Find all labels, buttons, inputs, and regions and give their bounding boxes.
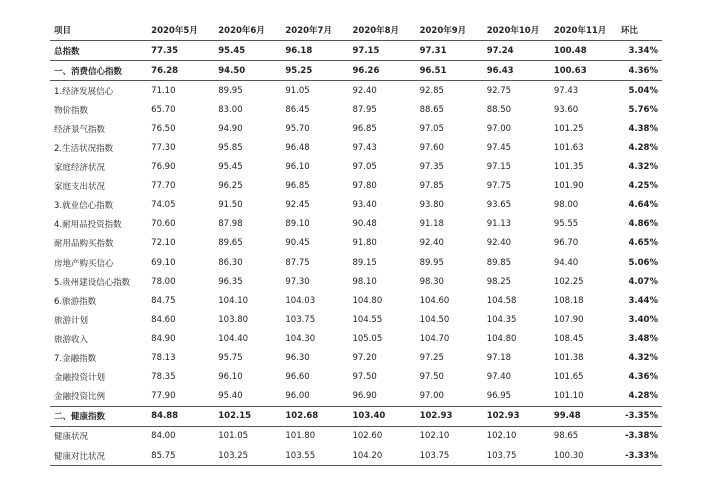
value-cell: 104.55 — [352, 314, 383, 325]
value-cell: 83.00 — [218, 104, 243, 115]
value-cell: 101.63 — [553, 143, 584, 154]
value-cell: 104.35 — [486, 314, 517, 325]
mom-cell: 4.86% — [628, 219, 658, 230]
table-row — [50, 41, 662, 61]
mom-cell: 4.36% — [628, 372, 658, 383]
row-label: 金融投资计划 — [54, 373, 106, 384]
value-cell: 96.30 — [285, 353, 310, 364]
value-cell: 97.75 — [486, 181, 512, 192]
mom-cell: -3.38% — [624, 431, 658, 442]
value-cell: 86.45 — [285, 104, 310, 115]
value-cell: 102.93 — [483, 406, 550, 426]
value-cell: 87.95 — [352, 104, 377, 115]
index-table-container — [50, 20, 662, 466]
value-cell: 104.40 — [218, 333, 249, 344]
mom-cell: 4.28% — [628, 391, 658, 402]
value-cell: 97.20 — [352, 353, 377, 364]
value-cell: 97.18 — [486, 353, 512, 364]
value-cell: 96.43 — [483, 61, 550, 81]
value-cell: 103.55 — [281, 446, 348, 466]
value-cell: 95.85 — [218, 143, 243, 154]
value-cell: 102.25 — [553, 276, 584, 287]
value-cell: 91.05 — [285, 85, 310, 96]
header-mom: 环比 — [617, 20, 662, 41]
value-cell: 102.10 — [486, 431, 517, 442]
mom-cell: 3.48% — [628, 333, 658, 344]
value-cell: 104.60 — [419, 295, 450, 306]
value-cell: 84.60 — [151, 314, 176, 325]
value-cell: 95.45 — [218, 162, 243, 173]
value-cell: 101.90 — [553, 181, 584, 192]
mom-cell: 4.28% — [628, 143, 658, 154]
table-row — [50, 253, 662, 272]
value-cell: 103.40 — [348, 406, 415, 426]
value-cell: 102.15 — [214, 406, 281, 426]
table-body — [50, 41, 662, 466]
value-cell: 92.40 — [419, 238, 444, 249]
value-cell: 97.80 — [352, 181, 377, 192]
mom-cell: 4.38% — [628, 123, 658, 134]
value-cell: 97.05 — [419, 123, 444, 134]
value-cell: 97.31 — [416, 41, 483, 61]
value-cell: 96.60 — [285, 372, 310, 383]
value-cell: 88.50 — [486, 104, 512, 115]
value-cell: 84.88 — [147, 406, 214, 426]
value-cell: 84.90 — [151, 333, 176, 344]
value-cell: 90.45 — [285, 238, 310, 249]
value-cell: 98.65 — [553, 431, 579, 442]
row-label: 经济景气指数 — [54, 124, 106, 135]
value-cell: 102.68 — [281, 406, 348, 426]
value-cell: 105.05 — [352, 333, 383, 344]
value-cell: 92.40 — [352, 85, 377, 96]
row-label: 房地产购买信心 — [54, 258, 114, 269]
value-cell: 97.43 — [352, 143, 377, 154]
value-cell: 78.00 — [151, 276, 176, 287]
value-cell: 86.30 — [218, 257, 243, 268]
table-row — [50, 426, 662, 446]
value-cell: 71.10 — [151, 85, 176, 96]
table-row — [50, 177, 662, 196]
table-row — [50, 234, 662, 253]
value-cell: 89.10 — [285, 219, 310, 230]
value-cell: 98.00 — [553, 200, 579, 211]
row-label: 健康对比状况 — [50, 446, 147, 466]
value-cell: 97.45 — [486, 143, 512, 154]
value-cell: 93.65 — [486, 200, 512, 211]
value-cell: 96.90 — [352, 391, 377, 402]
value-cell: 65.70 — [151, 104, 176, 115]
value-cell: 95.75 — [218, 353, 243, 364]
value-cell: 87.75 — [285, 257, 310, 268]
row-label: 7.金融指数 — [54, 354, 97, 365]
table-row — [50, 196, 662, 215]
table-row — [50, 406, 662, 426]
value-cell: 96.10 — [285, 162, 310, 173]
value-cell: 103.75 — [285, 314, 316, 325]
value-cell: 94.50 — [214, 61, 281, 81]
mom-cell: 5.76% — [628, 104, 658, 115]
table-row — [50, 81, 662, 101]
value-cell: 97.50 — [352, 372, 377, 383]
mom-cell: 4.32% — [628, 353, 658, 364]
row-label: 1.经济发展信心 — [54, 86, 114, 97]
table-row — [50, 61, 662, 81]
table-row — [50, 349, 662, 368]
row-label: 家庭经济状况 — [54, 163, 106, 174]
consumer-confidence-table — [50, 20, 662, 466]
value-cell: 91.50 — [218, 200, 243, 211]
value-cell: 96.85 — [285, 181, 310, 192]
value-cell: 95.55 — [553, 219, 579, 230]
value-cell: 96.25 — [218, 181, 243, 192]
value-cell: 92.45 — [285, 200, 310, 211]
value-cell: 103.75 — [416, 446, 483, 466]
value-cell: 89.95 — [218, 85, 243, 96]
value-cell: 76.50 — [151, 123, 176, 134]
value-cell: 97.35 — [419, 162, 444, 173]
value-cell: 95.25 — [281, 61, 348, 81]
mom-cell: -3.33% — [617, 446, 662, 466]
mom-cell: 4.36% — [617, 61, 662, 81]
value-cell: 85.75 — [147, 446, 214, 466]
value-cell: 91.18 — [419, 219, 444, 230]
value-cell: 97.15 — [486, 162, 512, 173]
mom-cell: -3.35% — [617, 406, 662, 426]
row-label: 总指数 — [50, 41, 147, 61]
value-cell: 101.35 — [553, 162, 584, 173]
value-cell: 94.40 — [553, 257, 579, 268]
header-2020-06: 2020年6月 — [214, 20, 281, 41]
value-cell: 90.48 — [352, 219, 377, 230]
value-cell: 98.30 — [419, 276, 444, 287]
value-cell: 91.13 — [486, 219, 512, 230]
value-cell: 101.25 — [553, 123, 584, 134]
value-cell: 95.45 — [214, 41, 281, 61]
value-cell: 103.75 — [483, 446, 550, 466]
header-item: 项目 — [50, 20, 147, 41]
value-cell: 96.00 — [285, 391, 310, 402]
table-row — [50, 138, 662, 157]
value-cell: 76.28 — [147, 61, 214, 81]
table-row — [50, 310, 662, 329]
row-label: 物价指数 — [54, 105, 89, 116]
value-cell: 77.35 — [147, 41, 214, 61]
value-cell: 101.80 — [285, 431, 316, 442]
value-cell: 104.10 — [218, 295, 249, 306]
value-cell: 108.18 — [553, 295, 584, 306]
value-cell: 97.85 — [419, 181, 444, 192]
value-cell: 102.93 — [416, 406, 483, 426]
value-cell: 77.90 — [151, 391, 176, 402]
value-cell: 104.70 — [419, 333, 450, 344]
value-cell: 93.60 — [553, 104, 579, 115]
value-cell: 104.30 — [285, 333, 316, 344]
value-cell: 101.05 — [218, 431, 249, 442]
value-cell: 78.13 — [151, 353, 176, 364]
row-label: 6.旅游指数 — [54, 296, 97, 307]
value-cell: 87.98 — [218, 219, 243, 230]
row-label: 耐用品购买指数 — [54, 239, 114, 250]
value-cell: 104.03 — [285, 295, 316, 306]
value-cell: 97.00 — [419, 391, 444, 402]
row-label: 旅游计划 — [54, 315, 89, 326]
value-cell: 77.30 — [151, 143, 176, 154]
mom-cell: 4.65% — [628, 238, 658, 249]
header-2020-08: 2020年8月 — [348, 20, 415, 41]
value-cell: 97.30 — [285, 276, 310, 287]
table-row — [50, 329, 662, 348]
header-2020-09: 2020年9月 — [416, 20, 483, 41]
mom-cell: 3.34% — [617, 41, 662, 61]
table-header — [50, 20, 662, 41]
value-cell: 96.70 — [553, 238, 579, 249]
value-cell: 88.65 — [419, 104, 444, 115]
table-row — [50, 215, 662, 234]
value-cell: 96.35 — [218, 276, 243, 287]
value-cell: 97.15 — [348, 41, 415, 61]
row-label: 一、消费信心指数 — [50, 61, 147, 81]
header-row — [50, 20, 662, 41]
table-row — [50, 291, 662, 310]
value-cell: 102.10 — [419, 431, 450, 442]
value-cell: 96.26 — [348, 61, 415, 81]
table-row — [50, 158, 662, 177]
value-cell: 101.65 — [553, 372, 584, 383]
value-cell: 101.10 — [553, 391, 584, 402]
mom-cell: 3.44% — [628, 295, 658, 306]
value-cell: 108.45 — [553, 333, 584, 344]
value-cell: 96.48 — [285, 143, 310, 154]
value-cell: 89.65 — [218, 238, 243, 249]
table-row — [50, 272, 662, 291]
value-cell: 93.80 — [419, 200, 444, 211]
row-label: 健康状况 — [54, 432, 89, 443]
table-row — [50, 368, 662, 387]
value-cell: 100.48 — [550, 41, 617, 61]
mom-cell: 4.32% — [628, 162, 658, 173]
value-cell: 97.00 — [486, 123, 512, 134]
value-cell: 96.85 — [352, 123, 377, 134]
row-label: 5.贵州建设信心指数 — [54, 277, 131, 288]
value-cell: 104.80 — [352, 295, 383, 306]
value-cell: 89.15 — [352, 257, 377, 268]
value-cell: 96.95 — [486, 391, 512, 402]
value-cell: 94.90 — [218, 123, 243, 134]
header-2020-10: 2020年10月 — [483, 20, 550, 41]
mom-cell: 4.25% — [628, 181, 658, 192]
value-cell: 89.95 — [419, 257, 444, 268]
value-cell: 97.43 — [553, 85, 579, 96]
value-cell: 97.50 — [419, 372, 444, 383]
row-label: 二、健康指数 — [50, 406, 147, 426]
value-cell: 101.38 — [553, 353, 584, 364]
value-cell: 100.63 — [550, 61, 617, 81]
value-cell: 84.00 — [151, 431, 176, 442]
row-label: 金融投资比例 — [54, 392, 106, 403]
mom-cell: 5.06% — [628, 257, 658, 268]
value-cell: 107.90 — [553, 314, 584, 325]
row-label: 旅游收入 — [54, 334, 89, 345]
value-cell: 96.10 — [218, 372, 243, 383]
row-label: 家庭支出状况 — [54, 182, 106, 193]
value-cell: 102.60 — [352, 431, 383, 442]
value-cell: 76.90 — [151, 162, 176, 173]
value-cell: 103.25 — [214, 446, 281, 466]
value-cell: 95.40 — [218, 391, 243, 402]
value-cell: 84.75 — [151, 295, 176, 306]
value-cell: 99.48 — [550, 406, 617, 426]
value-cell: 103.80 — [218, 314, 249, 325]
mom-cell: 4.07% — [628, 276, 658, 287]
value-cell: 93.40 — [352, 200, 377, 211]
value-cell: 97.60 — [419, 143, 444, 154]
value-cell: 69.10 — [151, 257, 176, 268]
value-cell: 104.20 — [348, 446, 415, 466]
value-cell: 96.51 — [416, 61, 483, 81]
row-label: 3.就业信心指数 — [54, 201, 114, 212]
header-2020-07: 2020年7月 — [281, 20, 348, 41]
value-cell: 100.30 — [550, 446, 617, 466]
table-row — [50, 100, 662, 119]
value-cell: 97.25 — [419, 353, 444, 364]
value-cell: 77.70 — [151, 181, 176, 192]
value-cell: 104.50 — [419, 314, 450, 325]
mom-cell: 4.64% — [628, 200, 658, 211]
row-label: 2.生活状况指数 — [54, 144, 114, 155]
table-row — [50, 119, 662, 138]
value-cell: 97.24 — [483, 41, 550, 61]
value-cell: 78.35 — [151, 372, 176, 383]
value-cell: 70.60 — [151, 219, 176, 230]
header-2020-11: 2020年11月 — [550, 20, 617, 41]
value-cell: 92.85 — [419, 85, 444, 96]
row-label: 4.耐用品投资指数 — [54, 220, 122, 231]
value-cell: 74.05 — [151, 200, 176, 211]
header-2020-05: 2020年5月 — [147, 20, 214, 41]
value-cell: 98.10 — [352, 276, 377, 287]
value-cell: 95.70 — [285, 123, 310, 134]
value-cell: 92.75 — [486, 85, 512, 96]
table-row — [50, 387, 662, 407]
value-cell: 92.40 — [486, 238, 512, 249]
value-cell: 104.58 — [486, 295, 517, 306]
mom-cell: 5.04% — [628, 85, 658, 96]
value-cell: 89.85 — [486, 257, 512, 268]
value-cell: 91.80 — [352, 238, 377, 249]
value-cell: 98.25 — [486, 276, 512, 287]
value-cell: 104.80 — [486, 333, 517, 344]
value-cell: 96.18 — [281, 41, 348, 61]
value-cell: 97.05 — [352, 162, 377, 173]
value-cell: 72.10 — [151, 238, 176, 249]
mom-cell: 3.40% — [628, 314, 658, 325]
value-cell: 97.40 — [486, 372, 512, 383]
table-row — [50, 446, 662, 466]
